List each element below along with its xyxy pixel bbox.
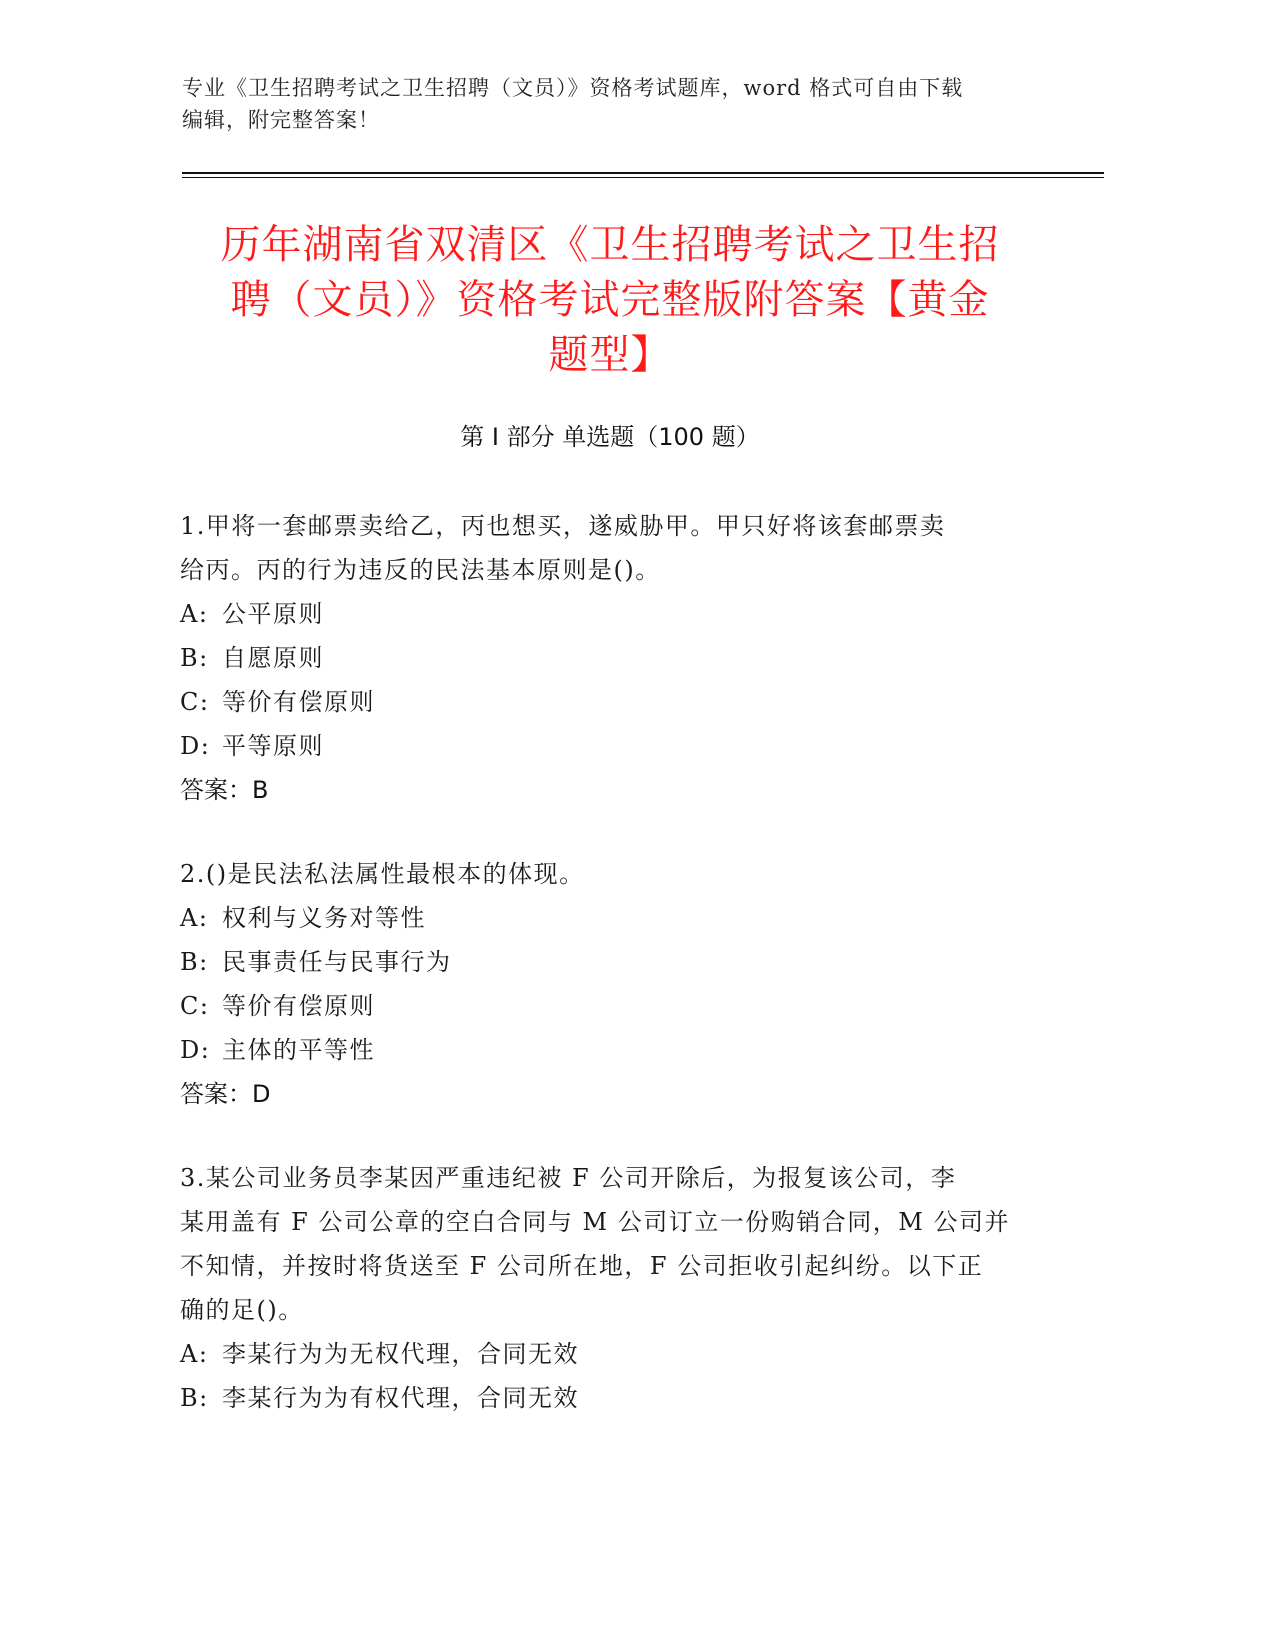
option-a xyxy=(180,592,1040,636)
question-stem-line: 不知情，并按时将货送至 F 公司所在地，F 公司拒收引起纠纷。以下正 xyxy=(180,1252,984,1280)
option-text: 自愿原则 xyxy=(222,644,324,672)
option-key: A: xyxy=(180,600,209,628)
option-text: 等价有偿原则 xyxy=(222,688,375,716)
title-line1: 历年湖南省双清区《卫生招聘考试之卫生招 xyxy=(220,222,1000,268)
option-text: 权利与义务对等性 xyxy=(222,904,426,932)
option-text: 公平原则 xyxy=(222,600,324,628)
answer-label: 答案：D xyxy=(180,1080,271,1108)
option-text: 李某行为为有权代理，合同无效 xyxy=(222,1384,579,1412)
option-key: A: xyxy=(180,904,209,932)
option-key: B: xyxy=(180,1384,209,1412)
option-key: D: xyxy=(180,1036,211,1064)
option-c xyxy=(180,984,1040,1028)
option-d xyxy=(180,724,1040,768)
option-key: C: xyxy=(180,992,210,1020)
option-c xyxy=(180,680,1040,724)
option-key: B: xyxy=(180,948,209,976)
option-text: 李某行为为无权代理，合同无效 xyxy=(222,1340,579,1368)
title-line2: 聘（文员）》资格考试完整版附答案【黄金 xyxy=(230,277,990,323)
question-stem-line: 某用盖有 F 公司公章的空白合同与 M 公司订立一份购销合同，M 公司并 xyxy=(180,1208,1010,1236)
header-note-line2: 编辑，附完整答案！ xyxy=(182,108,380,132)
option-a xyxy=(180,896,1040,940)
option-key: B: xyxy=(180,644,209,672)
answer-label: 答案：B xyxy=(180,776,269,804)
option-a xyxy=(180,1332,1040,1376)
header-note-line1: 专业《卫生招聘考试之卫生招聘（文员）》资格考试题库，word 格式可自由下载 xyxy=(182,76,964,100)
option-text: 平等原则 xyxy=(222,732,324,760)
option-b xyxy=(180,636,1040,680)
question-3 xyxy=(180,1156,1040,1420)
question-stem-line: 给丙。丙的行为违反的民法基本原则是()。 xyxy=(180,556,661,584)
header-rule-thin xyxy=(182,177,1104,178)
option-key: D: xyxy=(180,732,211,760)
question-stem-line: 确的足()。 xyxy=(180,1296,304,1324)
document-title xyxy=(170,218,1050,383)
header-note xyxy=(182,72,1062,136)
question-stem-line: 1.甲将一套邮票卖给乙，丙也想买，遂威胁甲。甲只好将该套邮票卖 xyxy=(180,512,946,540)
option-text: 民事责任与民事行为 xyxy=(222,948,452,976)
option-key: C: xyxy=(180,688,210,716)
header-rule-thick xyxy=(182,172,1104,174)
option-text: 主体的平等性 xyxy=(222,1036,375,1064)
option-d xyxy=(180,1028,1040,1072)
option-b xyxy=(180,940,1040,984)
option-text: 等价有偿原则 xyxy=(222,992,375,1020)
question-1 xyxy=(180,504,1040,812)
option-b xyxy=(180,1376,1040,1420)
option-key: A: xyxy=(180,1340,209,1368)
question-2 xyxy=(180,852,1040,1116)
question-stem-line: 3.某公司业务员李某因严重违纪被 F 公司开除后，为报复该公司，李 xyxy=(180,1164,957,1192)
title-line3: 题型】 xyxy=(548,332,672,378)
question-stem-line: 2.()是民法私法属性最根本的体现。 xyxy=(180,860,585,888)
section-heading: 第 I 部分 单选题（100 题） xyxy=(460,423,760,451)
